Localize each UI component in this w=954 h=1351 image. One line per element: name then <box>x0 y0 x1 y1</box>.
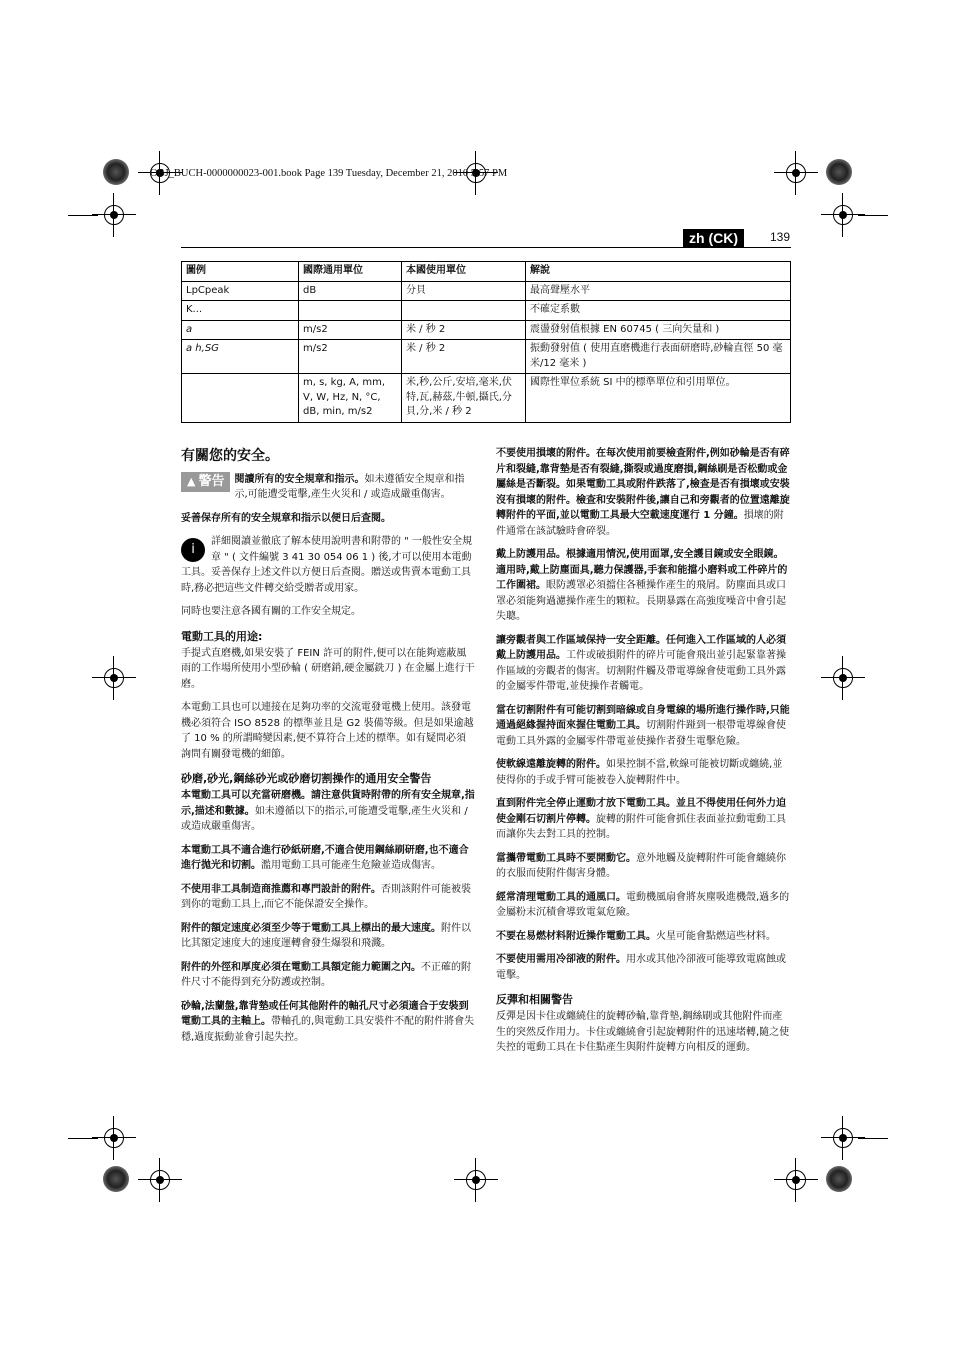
table-cell: 不確定系數 <box>526 301 791 321</box>
left-column <box>181 446 475 1053</box>
generator-text: 本電動工具也可以連接在足夠功率的交流電發電機上使用。該發電機必須符合 ISO 8528 的標準並且是 G2 裝備等級。但是如果逾越了 10 % 的所謂畸變因素,便不算符合上述的標準。如有疑問必須詢問有關發電機的細節。 <box>181 702 474 760</box>
safety-item-bold: 附件的額定速度必須至少等于電動工具上標出的最大速度。 <box>181 922 441 934</box>
color-disc-bottom-right <box>826 1166 852 1192</box>
registration-mark-bottom-left <box>146 1166 174 1194</box>
safety-item-bold: 不要在易燃材料附近操作電動工具。 <box>496 930 656 942</box>
safety-item <box>496 757 790 788</box>
registration-mark-top-right <box>782 159 810 187</box>
table-header: 圖例 <box>182 262 299 282</box>
safety-item-text: 不正確的附件尺寸不能得到充分防護或控制。 <box>181 961 471 989</box>
safety-item <box>496 890 790 921</box>
table-header: 國際通用單位 <box>299 262 402 282</box>
safety-item-bold: 本電動工具不適合進行砂紙研磨,不適合使用鋼絲刷研磨,也不適合進行拋光和切割。 <box>181 844 469 872</box>
safety-item-bold: 砂輪,法蘭盤,靠背墊或任何其他附件的軸孔尺寸必須適合于安裝到電動工具的主軸上。 <box>181 1000 469 1028</box>
read-manual-text: 詳細閱讀並徹底了解本使用說明書和附帶的 " 一般性安全規章 " ( 文件編號 3 41 30 054 06 1 ) 後,才可以使用本電動工具。妥善保存上述文件以方便日后查閱。贈送或售賣本電動工具時,務必把這些文件轉交給受贈者或用家。 <box>181 536 472 594</box>
table-cell: m/s2 <box>299 340 402 374</box>
registration-mark-bottom-center <box>462 1166 490 1194</box>
safety-item-bold: 當在切割附件有可能切割到暗線或自身電線的場所進行操作時,只能通過絕緣握持面來握住電動工具。 <box>496 704 790 731</box>
safety-item <box>496 851 790 882</box>
table-row <box>182 340 791 374</box>
read-manual-paragraph <box>181 534 475 596</box>
safety-item-text: 切割附件踫到一根帶電導線會使電動工具外露的金屬零件帶電並使操作者發生電擊危險。 <box>496 720 786 747</box>
intended-use-heading: 電動工具的用途: <box>181 629 263 643</box>
safety-item <box>181 882 475 913</box>
table-cell: 國際性單位系統 SI 中的標準單位和引用單位。 <box>526 374 791 423</box>
color-disc-top-left <box>103 159 129 185</box>
safety-item-text: 電動機風扇會將灰塵吸進機殼,過多的金屬粉末沉積會導致電氣危險。 <box>496 891 790 918</box>
safety-item-bold: 附件的外徑和厚度必須在電動工具額定能力範圍之內。 <box>181 961 421 973</box>
table-row <box>182 301 791 321</box>
table-cell: 分貝 <box>402 281 526 301</box>
safety-item-text: 否則該附件可能被裝到你的電動工具上,而它不能保證安全操作。 <box>181 883 471 911</box>
warning-text: 如未遵循安全規章和指示,可能遭受電擊,產生火災和 / 或造成嚴重傷害。 <box>234 473 465 501</box>
table-cell: K... <box>182 301 299 321</box>
safety-item-text: 損壞的附件通常在該試驗時會碎裂。 <box>496 510 784 537</box>
safety-item-bold: 不要使用損壞的附件。在每次使用前要檢查附件,例如砂輪是否有碎片和裂縫,靠背墊是否有裂縫,撕裂或過度磨損,鋼絲刷是否松動或金屬絲是否斷裂。如果電動工具或附件跌落了,檢查是否有損壞或安裝沒有損壞的附件。檢查和安裝附件後,讓自己和旁觀者的位置遠離旋轉附件的平面,並以電動工具最大空載速度運行 1 分鐘。 <box>496 448 790 521</box>
kickback-text: 反彈是因卡住或纏繞住的旋轉砂輪,靠背墊,鋼絲刷或其他附件而產生的突然反作用力。卡住或纏繞會引起旋轉附件的迅速堵轉,隨之使失控的電動工具在卡住點產生與附件旋轉方向相反的運動。 <box>496 1011 790 1054</box>
safety-item <box>181 788 475 835</box>
page-number: 139 <box>770 230 791 244</box>
safety-item-bold: 使軟線遠離旋轉的附件。 <box>496 759 606 770</box>
table-cell <box>182 374 299 423</box>
safety-item-bold: 經常清理電動工具的通風口。 <box>496 891 626 903</box>
safety-item <box>496 703 790 750</box>
print-slug: OBJ_BUCH-0000000023-001.book Page 139 Tuesday, December 21, 2010 5:57 PM <box>150 168 508 179</box>
safety-item-text: 工件或破損附件的碎片可能會飛出並引起緊靠著操作區域的旁觀者的傷害。切割附件觸及帶電導線會使電動工具外露的金屬零件帶電,並使操作者觸電。 <box>496 650 786 692</box>
table-cell <box>299 301 402 321</box>
table-cell: a h,SG <box>182 340 299 374</box>
table-cell: 米 / 秒 2 <box>402 320 526 340</box>
safety-item-bold: 不要使用需用冷卻液的附件。 <box>496 954 626 965</box>
table-cell: LpCpeak <box>182 281 299 301</box>
table-cell: a <box>182 320 299 340</box>
safety-item <box>181 921 475 952</box>
table-cell: 震盪發射值根據 EN 60745 ( 三向矢量和 ) <box>526 320 791 340</box>
safety-item-bold: 戴上防護用品。根據適用情況,使用面罩,安全護目鏡或安全眼鏡。適用時,戴上防塵面具,聽力保護器,手套和能擋小磨料或工件碎片的工作圍裙。 <box>496 549 788 591</box>
safety-item-bold: 本電動工具可以充當研磨機。請注意供貨時附帶的所有安全規章,指示,描述和數據。 <box>181 790 475 817</box>
safety-item-text: 火星可能會點燃這些材料。 <box>656 930 776 942</box>
table-header-row <box>182 262 791 282</box>
registration-mark-bottom-right <box>782 1166 810 1194</box>
table-cell: m/s2 <box>299 320 402 340</box>
safety-item <box>496 929 790 945</box>
registration-mark-mid-right <box>829 664 857 692</box>
safety-item-bold: 讓旁觀者與工作區域保持一安全距離。任何進入工作區域的人必須戴上防護用品。 <box>496 634 786 661</box>
kickback-heading: 反彈和相關警告 <box>496 993 573 1006</box>
safety-item-text: 如果控制不當,軟線可能被切斷或纏繞,並使得你的手或手臂可能被卷入旋轉附件中。 <box>496 759 783 786</box>
safety-item <box>496 633 790 695</box>
table-row <box>182 281 791 301</box>
registration-mark-mid-left <box>100 664 128 692</box>
crop-line <box>858 215 888 216</box>
table-cell <box>402 301 526 321</box>
header-rule <box>181 247 791 248</box>
warning-bold: 閱讀所有的安全規章和指示。 <box>234 473 365 485</box>
safety-item-text: 帶軸孔的,與電動工具安裝件不配的附件將會失穩,過度振動並會引起失控。 <box>181 1016 475 1043</box>
safety-item-text: 附件以比其額定速度大的速度運轉會發生爆裂和飛濺。 <box>181 922 471 950</box>
table-cell: 振動發射值 ( 使用直磨機進行表面研磨時,砂輪直徑 50 毫米/12 毫米 ) <box>526 340 791 374</box>
section-title: 有關您的安全。 <box>181 448 279 464</box>
warning-badge <box>181 472 230 492</box>
safety-item-text: 意外地觸及旋轉附件可能會纏繞你的衣服而使附件傷害身體。 <box>496 852 786 879</box>
registration-mark-lower-right <box>829 1124 857 1152</box>
safety-item-text: 如未遵循以下的指示,可能遭受電擊,產生火災和 / 或造成嚴重傷害。 <box>181 805 468 833</box>
safety-item <box>496 547 790 625</box>
table-cell: 最高聲壓水平 <box>526 281 791 301</box>
color-disc-bottom-left <box>103 1166 129 1192</box>
table-row <box>182 320 791 340</box>
registration-mark-upper-right <box>829 201 857 229</box>
safety-item <box>496 796 790 843</box>
safety-item-bold: 直到附件完全停止運動才放下電動工具。並且不得使用任何外力迫使金剛石切割片停轉。 <box>496 798 786 825</box>
safety-item-bold: 不使用非工具制造商推薦和專門設計的附件。 <box>181 883 381 895</box>
warning-label: 警告 <box>198 473 225 489</box>
safety-item <box>181 960 475 991</box>
safety-item <box>181 999 475 1046</box>
table-cell: 米 / 秒 2 <box>402 340 526 374</box>
grinding-warnings-heading: 砂磨,砂光,鋼絲砂光或砂磨切割操作的通用安全警告 <box>181 772 432 786</box>
safety-item <box>496 446 790 539</box>
right-column <box>496 446 790 1064</box>
language-badge: zh (CK) <box>683 229 744 247</box>
table-header: 解說 <box>526 262 791 282</box>
color-disc-top-right <box>826 159 852 185</box>
safety-item-bold: 當攜帶電動工具時不要開動它。 <box>496 852 636 864</box>
table-cell: dB <box>299 281 402 301</box>
table-cell: m, s, kg, A, mm, V, W, Hz, N, °C, dB, min, m/s2 <box>299 374 402 423</box>
safety-item <box>496 952 790 983</box>
units-table <box>181 261 791 423</box>
safety-item-text: 旋轉的附件可能會抓住表面並拉動電動工具而讓你失去對工具的控制。 <box>496 813 786 840</box>
warning-triangle-icon: ▲ <box>187 474 196 488</box>
crop-line <box>68 215 98 216</box>
intended-use-text: 手提式直磨機,如果安裝了 FEIN 許可的附件,便可以在能夠遮蔽風雨的工作場所使用小型砂輪 ( 研磨銷,硬金屬銑刀 ) 在金屬上進行干磨。 <box>181 647 475 690</box>
safety-item-text: 濫用電動工具可能產生危險並造成傷害。 <box>261 860 441 872</box>
crop-line <box>68 1138 98 1139</box>
regulations-text: 同時也要注意各國有關的工作安全規定。 <box>181 606 361 618</box>
crop-line <box>858 1138 888 1139</box>
safety-item-text: 用水或其他冷卻液可能導致電腐蝕或電擊。 <box>496 954 786 981</box>
registration-mark-lower-left <box>100 1124 128 1152</box>
keep-instructions: 妥善保存所有的安全規章和指示以便日后查閱。 <box>181 512 391 524</box>
safety-item-text: 眼防護罩必須擋住各種操作產生的飛屑。防塵面具或口罩必須能夠過濾操作產生的顆粒。長期暴露在高強度噪音中會引起失聰。 <box>496 580 786 622</box>
warning-paragraph <box>181 472 475 503</box>
safety-item <box>181 843 475 874</box>
table-header: 本國使用單位 <box>402 262 526 282</box>
table-cell: 米,秒,公斤,安培,毫米,伏特,瓦,赫茲,牛頓,攝氏,分貝,分,米 / 秒 2 <box>402 374 526 423</box>
read-manual-icon: i <box>181 538 205 562</box>
registration-mark-upper-left <box>100 201 128 229</box>
table-row <box>182 374 791 423</box>
